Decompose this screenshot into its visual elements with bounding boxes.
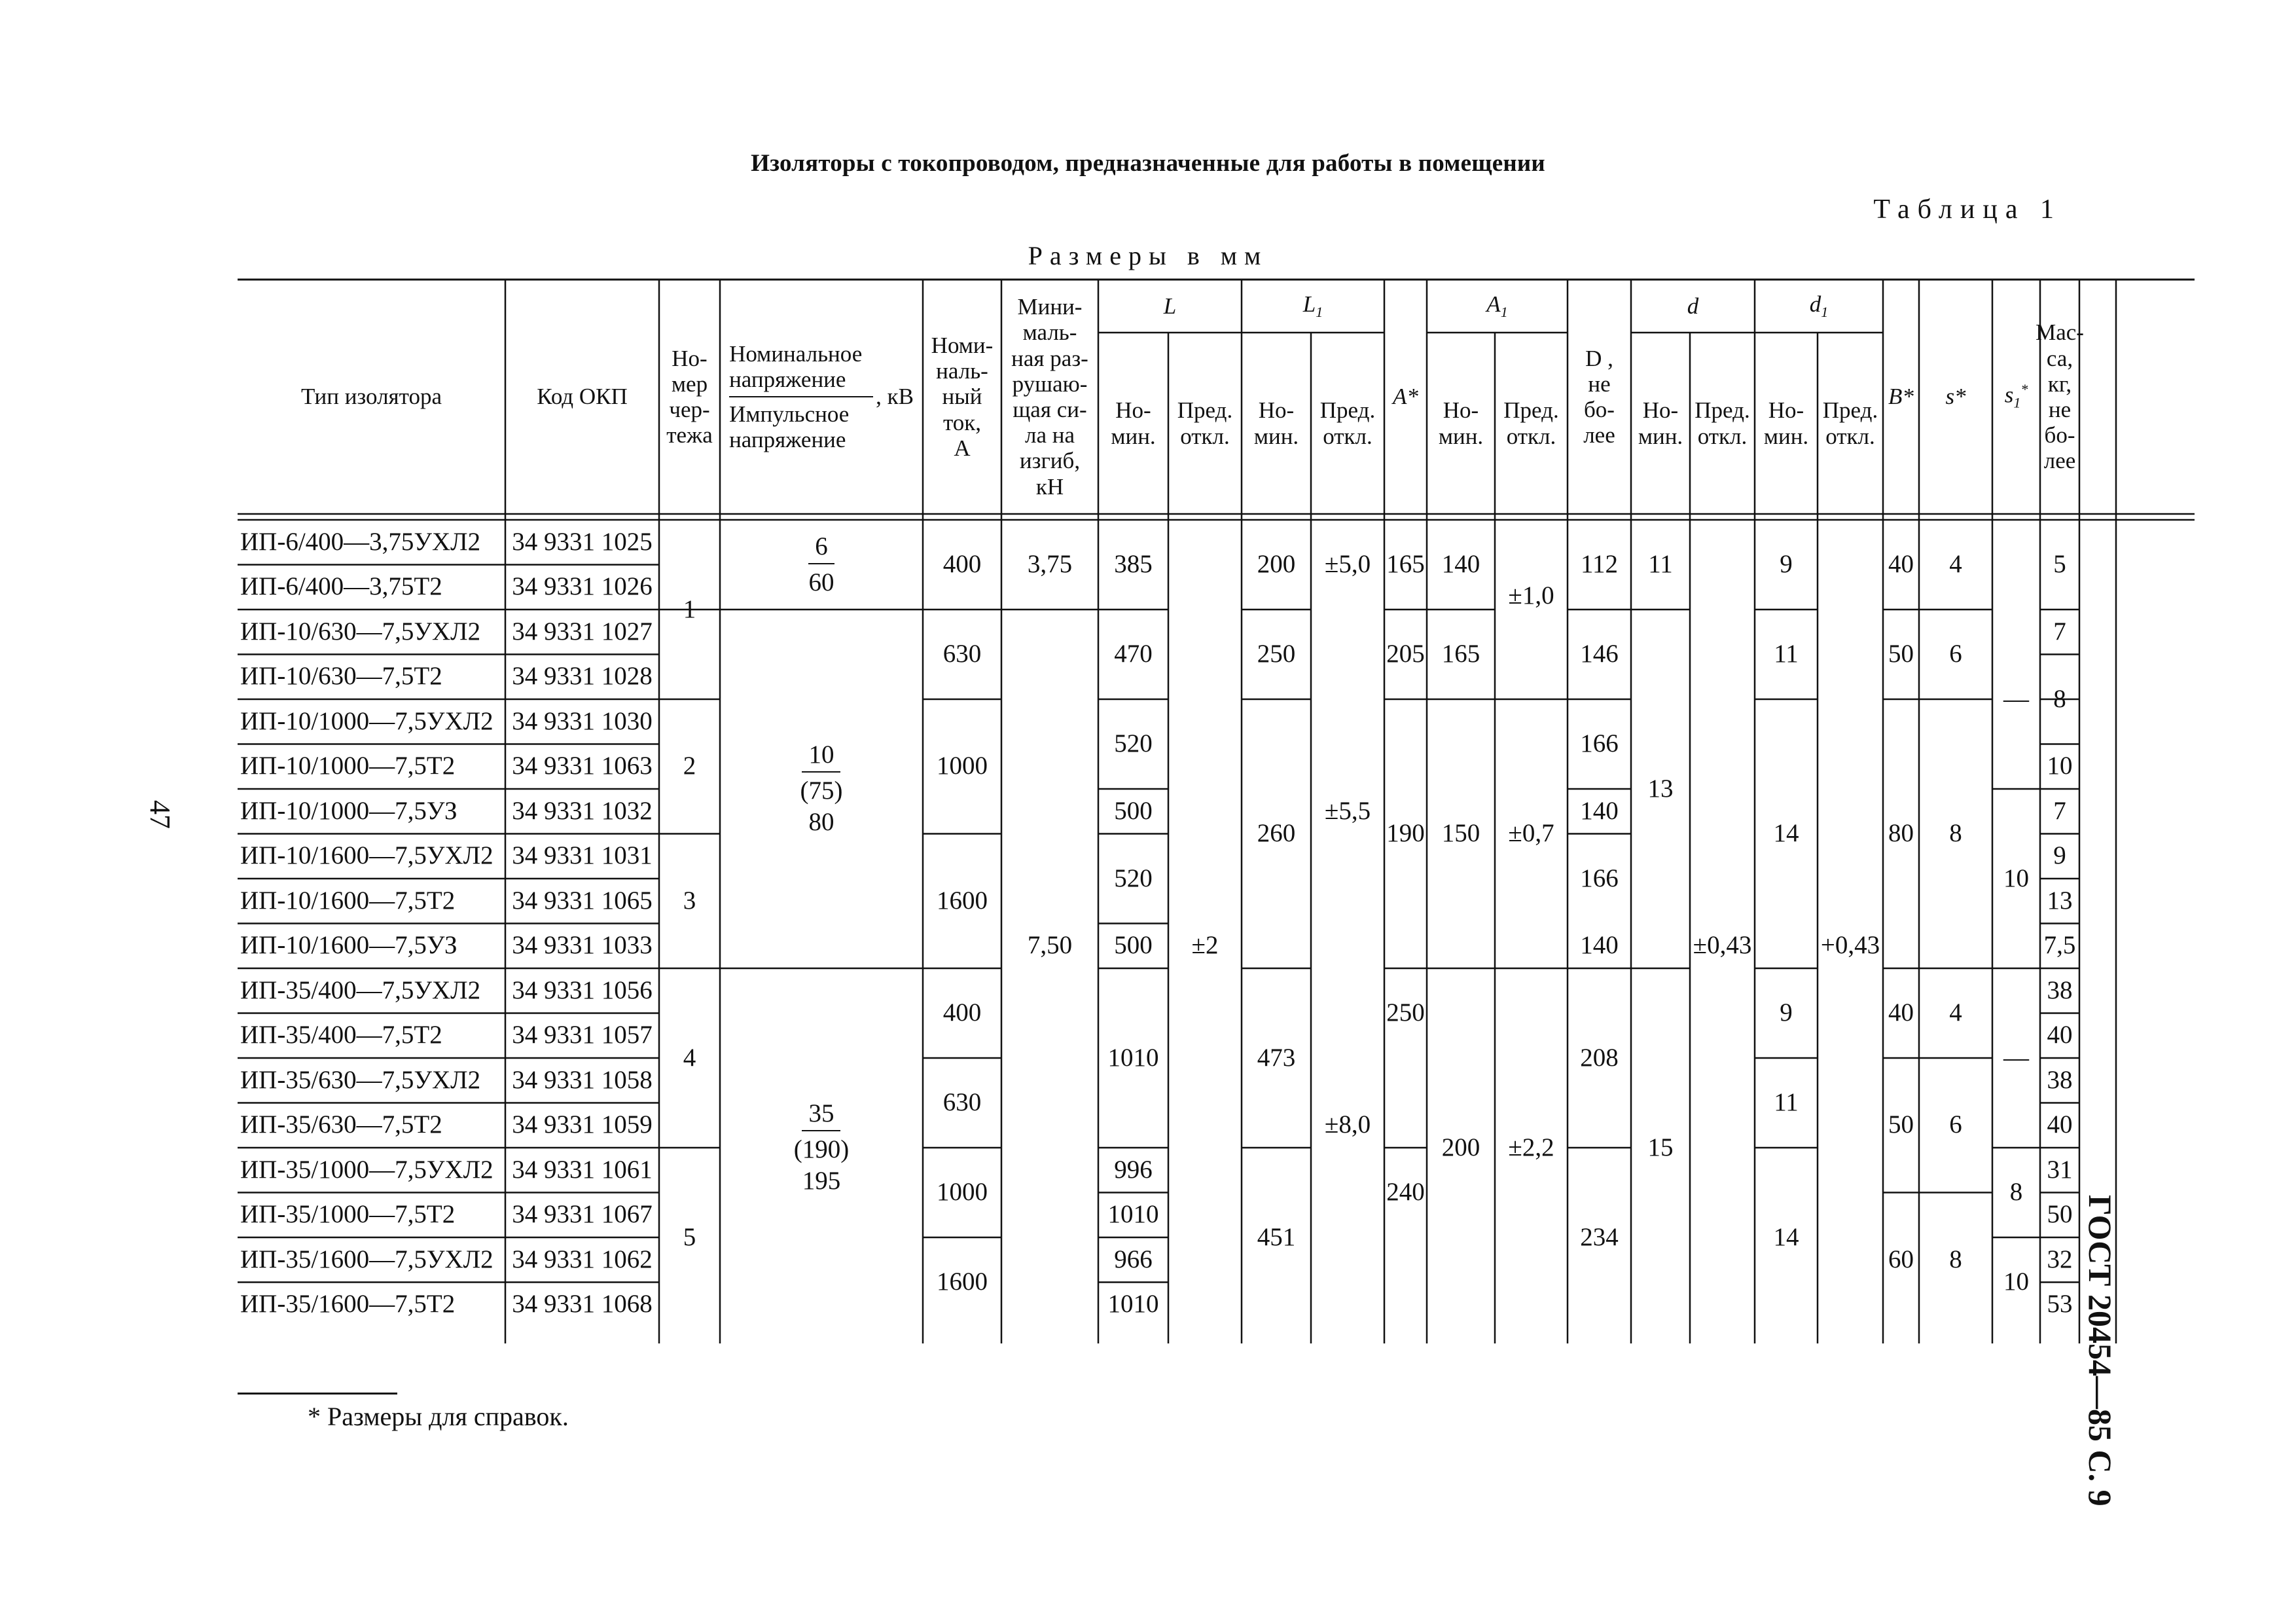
current-value: 1000	[937, 1178, 988, 1207]
footnote-rule	[238, 1393, 397, 1395]
header-s: s*	[1945, 384, 1966, 410]
header-drawing: Но- мер чер- тежа	[666, 345, 713, 448]
s-value: 4	[1949, 550, 1962, 579]
row-type: ИП-10/630—7,5УХЛ2	[240, 617, 481, 646]
header-tolerance: Пред. откл.	[1503, 397, 1559, 449]
mass-value: 7	[2053, 617, 2066, 646]
row-okp: 34 9331 1063	[512, 752, 653, 780]
L1-nominal: 200	[1257, 550, 1296, 579]
current-value: 630	[942, 640, 982, 668]
d-nominal: 15	[1647, 1133, 1674, 1161]
row-type: ИП-6/400—3,75УХЛ2	[240, 527, 481, 556]
row-okp: 34 9331 1062	[512, 1245, 653, 1273]
L-nominal: 520	[1114, 864, 1153, 892]
L1-nominal: 473	[1257, 1043, 1296, 1072]
row-okp: 34 9331 1058	[512, 1065, 653, 1094]
mass-value: 31	[2047, 1155, 2073, 1184]
mass-value: 38	[2047, 1065, 2073, 1094]
current-value: 630	[942, 1088, 982, 1117]
D-value: 166	[1580, 864, 1619, 892]
d1-nominal: 11	[1774, 640, 1799, 668]
B-value: 40	[1888, 550, 1914, 579]
table-title: Изоляторы с токопроводом, предназначенные для работы в помещении	[751, 150, 1545, 177]
header-nominal: Но- мин.	[1763, 397, 1809, 449]
d1-tolerance: +0,43	[1820, 931, 1880, 960]
row-okp: 34 9331 1032	[512, 796, 653, 825]
L1-tolerance: ±8,0	[1324, 1110, 1371, 1139]
A-value: 240	[1386, 1178, 1425, 1207]
A1-tolerance: ±2,2	[1508, 1133, 1554, 1161]
d1-nominal: 14	[1773, 819, 1799, 848]
B-value: 80	[1888, 819, 1914, 848]
row-okp: 34 9331 1056	[512, 976, 653, 1004]
B-value: 60	[1888, 1245, 1914, 1273]
A-value: 165	[1386, 550, 1425, 579]
row-type: ИП-35/1000—7,5Т2	[240, 1200, 456, 1229]
header-type: Тип изолятора	[300, 384, 442, 410]
row-okp: 34 9331 1065	[512, 886, 653, 915]
header-tolerance: Пред. откл.	[1822, 397, 1878, 449]
drawing-number: 1	[683, 594, 696, 623]
A-value: 250	[1386, 998, 1425, 1027]
row-type: ИП-10/1600—7,5Т2	[240, 886, 456, 915]
voltage-value: 35 (190) 195	[793, 1099, 850, 1195]
header-tolerance: Пред. откл.	[1319, 397, 1376, 449]
row-okp: 34 9331 1068	[512, 1290, 653, 1319]
L1-tolerance: ±5,0	[1324, 550, 1371, 579]
row-okp: 34 9331 1067	[512, 1200, 653, 1229]
mass-value: 9	[2053, 841, 2066, 870]
row-okp: 34 9331 1027	[512, 617, 653, 646]
s-value: 6	[1949, 640, 1962, 668]
s1-value: —	[2003, 1043, 2029, 1072]
force-value: 3,75	[1027, 550, 1073, 579]
D-value: 234	[1580, 1222, 1619, 1251]
header-voltage: Номинальное напряжение Импульсное напряжение , кВ	[729, 340, 914, 453]
row-type: ИП-35/1000—7,5УХЛ2	[240, 1155, 493, 1184]
L-nominal: 470	[1114, 640, 1153, 668]
header-L1: $L_1$	[1302, 291, 1323, 321]
drawing-number: 5	[683, 1222, 696, 1251]
mass-value: 7	[2053, 796, 2066, 825]
page-number: 47	[144, 800, 176, 829]
header-current: Номи- наль- ный ток, А	[931, 333, 994, 461]
D-value: 112	[1580, 550, 1619, 579]
header-d: d	[1687, 293, 1699, 319]
mass-value: 13	[2047, 886, 2073, 915]
s1-value: 10	[2003, 1267, 2029, 1296]
header-nominal: Но- мин.	[1438, 397, 1484, 449]
force-value: 7,50	[1027, 931, 1073, 960]
L1-nominal: 250	[1257, 640, 1296, 668]
header-B: B*	[1888, 384, 1914, 410]
A1-nominal: 150	[1441, 819, 1480, 848]
current-value: 400	[942, 998, 982, 1027]
drawing-number: 4	[683, 1043, 696, 1072]
mass-value: 50	[2047, 1200, 2073, 1229]
row-type: ИП-35/630—7,5Т2	[240, 1110, 442, 1139]
row-type: ИП-35/1600—7,5УХЛ2	[240, 1245, 493, 1273]
header-nominal: Но- мин.	[1638, 397, 1683, 449]
units-caption: Размеры в мм	[1028, 241, 1268, 270]
mass-value: 5	[2053, 550, 2066, 579]
B-value: 40	[1888, 998, 1914, 1027]
row-type: ИП-10/1000—7,5Т2	[240, 752, 456, 780]
row-okp: 34 9331 1061	[512, 1155, 653, 1184]
current-value: 1000	[937, 752, 988, 780]
d1-nominal: 14	[1773, 1222, 1799, 1251]
row-type: ИП-10/1600—7,5УХЛ2	[240, 841, 493, 870]
header-nominal: Но- мин.	[1111, 397, 1156, 449]
s-value: 6	[1949, 1110, 1962, 1139]
L-nominal: 1010	[1107, 1043, 1159, 1072]
A-value: 205	[1386, 640, 1425, 668]
D-value: 146	[1580, 640, 1619, 668]
mass-value: 53	[2047, 1290, 2073, 1319]
current-value: 1600	[937, 886, 988, 915]
table-number: Таблица 1	[1873, 194, 2062, 225]
A1-tolerance: ±1,0	[1508, 581, 1554, 610]
s1-value: 8	[2009, 1178, 2023, 1207]
header-mass: Мас- са, кг, не бо- лее	[2036, 319, 2084, 474]
header-A: A*	[1393, 384, 1418, 410]
L-nominal: 996	[1114, 1155, 1153, 1184]
row-okp: 34 9331 1030	[512, 706, 653, 735]
row-okp: 34 9331 1059	[512, 1110, 653, 1139]
A1-nominal: 200	[1441, 1133, 1480, 1161]
L-nominal: 1010	[1107, 1200, 1159, 1229]
mass-value: 40	[2047, 1021, 2073, 1049]
row-okp: 34 9331 1026	[512, 572, 653, 601]
header-nominal: Но- мин.	[1253, 397, 1299, 449]
mass-value: 10	[2047, 752, 2073, 780]
footnote: * Размеры для справок.	[308, 1402, 569, 1431]
header-tolerance: Пред. откл.	[1695, 397, 1750, 449]
s1-value: 10	[2003, 864, 2029, 892]
gost-label: ГОСТ 20454—85 С. 9	[2082, 1195, 2119, 1506]
L1-tolerance: ±5,5	[1324, 796, 1371, 825]
L-nominal: 520	[1114, 729, 1153, 758]
d1-nominal: 11	[1774, 1088, 1799, 1117]
d1-nominal: 9	[1780, 998, 1793, 1027]
B-value: 50	[1888, 640, 1914, 668]
header-s1: $s_1^*$	[2004, 381, 2028, 412]
mass-value: 8	[2053, 684, 2066, 713]
L-nominal: 500	[1114, 931, 1153, 960]
row-okp: 34 9331 1028	[512, 662, 653, 691]
row-type: ИП-10/1000—7,5УЗ	[240, 796, 457, 825]
voltage-value: $\frac{6}{60}$	[808, 532, 834, 596]
B-value: 50	[1888, 1110, 1914, 1139]
s-value: 4	[1949, 998, 1962, 1027]
L-nominal: 500	[1114, 796, 1153, 825]
header-D: D , не бо- лее	[1583, 345, 1615, 448]
row-type: ИП-35/400—7,5УХЛ2	[240, 976, 481, 1004]
L1-nominal: 260	[1257, 819, 1296, 848]
D-value: 140	[1580, 796, 1619, 825]
drawing-number: 3	[683, 886, 696, 915]
current-value: 1600	[937, 1267, 988, 1296]
row-okp: 34 9331 1031	[512, 841, 653, 870]
header-A1: $A_1$	[1486, 291, 1508, 321]
L1-nominal: 451	[1257, 1222, 1296, 1251]
row-type: ИП-35/630—7,5УХЛ2	[240, 1065, 481, 1094]
D-value: 208	[1580, 1043, 1619, 1072]
header-d1: $d_1$	[1809, 291, 1829, 321]
D-value: 140	[1580, 931, 1619, 960]
d-tolerance: ±0,43	[1693, 931, 1752, 960]
mass-value: 32	[2047, 1245, 2073, 1273]
header-okp: Код ОКП	[537, 384, 628, 410]
current-value: 400	[942, 550, 982, 579]
mass-value: 38	[2047, 976, 2073, 1004]
s1-value: —	[2003, 684, 2029, 713]
mass-value: 40	[2047, 1110, 2073, 1139]
row-type: ИП-35/1600—7,5Т2	[240, 1290, 456, 1319]
L-nominal: 385	[1114, 550, 1153, 579]
d-nominal: 11	[1648, 550, 1673, 579]
row-type: ИП-35/400—7,5Т2	[240, 1021, 442, 1049]
L-tolerance: ±2	[1191, 931, 1219, 960]
s-value: 8	[1949, 1245, 1962, 1273]
s-value: 8	[1949, 819, 1962, 848]
L-nominal: 1010	[1107, 1290, 1159, 1319]
header-tolerance: Пред. откл.	[1177, 397, 1233, 449]
row-okp: 34 9331 1057	[512, 1021, 653, 1049]
L-nominal: 966	[1114, 1245, 1153, 1273]
row-okp: 34 9331 1025	[512, 527, 653, 556]
row-type: ИП-6/400—3,75Т2	[240, 572, 442, 601]
header-force: Мини- маль- ная раз- рушаю- щая си- ла на изгиб, кН	[1011, 294, 1088, 500]
row-okp: 34 9331 1033	[512, 931, 653, 960]
row-type: ИП-10/1000—7,5УХЛ2	[240, 706, 493, 735]
A-value: 190	[1386, 819, 1425, 848]
drawing-number: 2	[683, 752, 696, 780]
row-type: ИП-10/630—7,5Т2	[240, 662, 442, 691]
d1-nominal: 9	[1780, 550, 1793, 579]
row-type: ИП-10/1600—7,5УЗ	[240, 931, 457, 960]
D-value: 166	[1580, 729, 1619, 758]
header-L: L	[1163, 293, 1177, 319]
A1-nominal: 140	[1441, 550, 1480, 579]
A1-tolerance: ±0,7	[1508, 819, 1554, 848]
mass-value: 7,5	[2043, 931, 2076, 960]
d-nominal: 13	[1647, 774, 1674, 803]
voltage-value: 10 (75) 80	[800, 740, 843, 837]
A1-nominal: 165	[1441, 640, 1480, 668]
